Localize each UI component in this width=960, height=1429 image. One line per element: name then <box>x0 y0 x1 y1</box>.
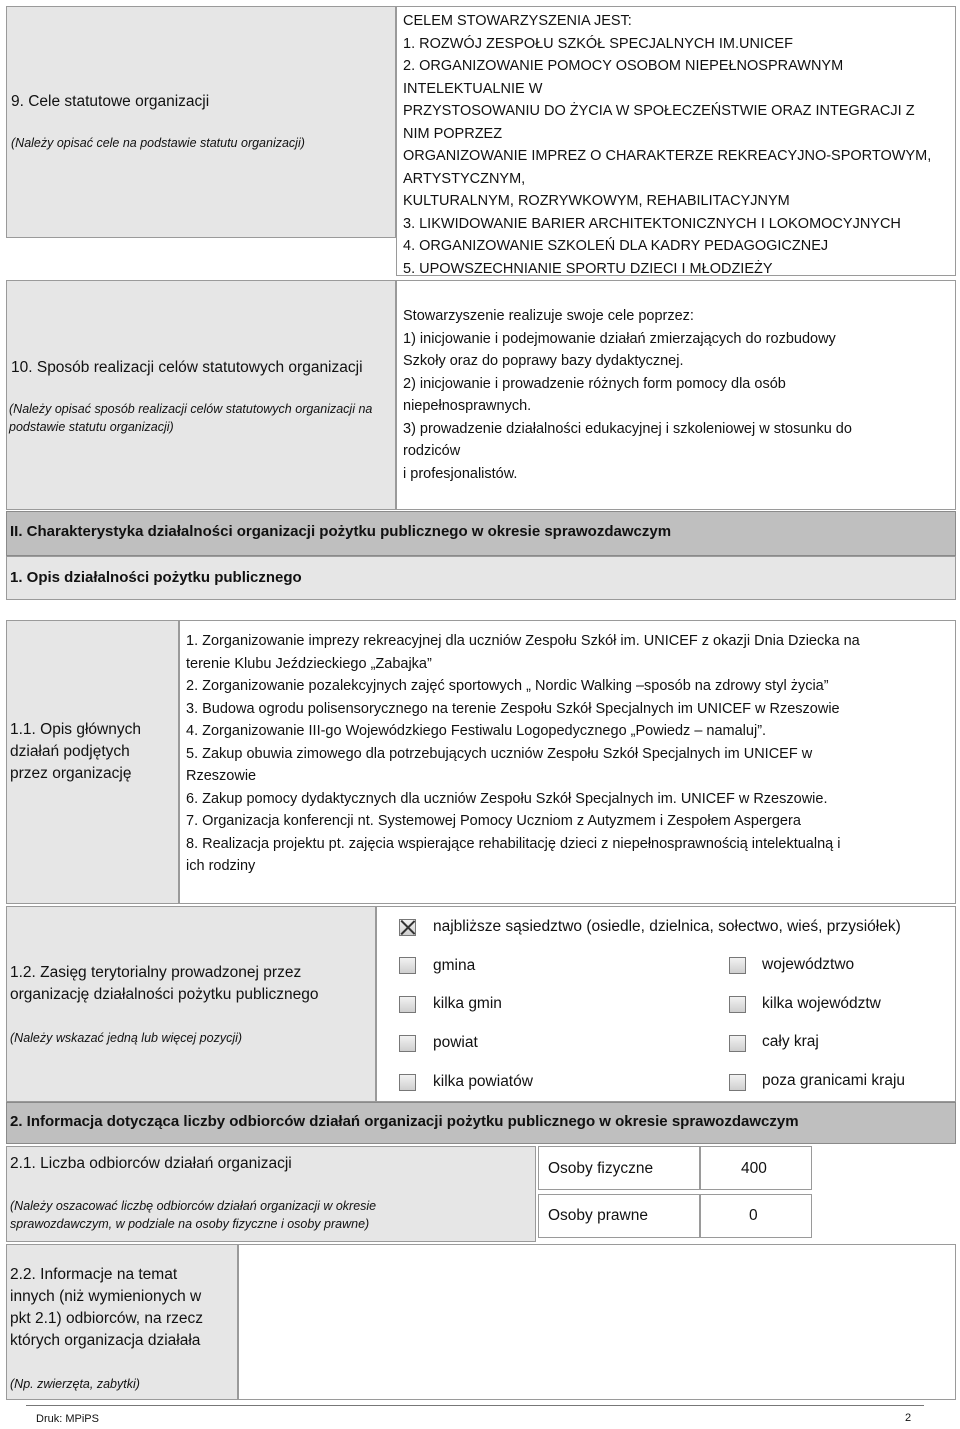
section9-text-line: PRZYSTOSOWANIU DO ŻYCIA W SPOŁECZEŃSTWIE ORAZ INTEGRACJI Z <box>403 103 915 119</box>
sec21-label-cell <box>6 1146 536 1242</box>
sec11-text-line: ich rodziny <box>186 858 256 874</box>
option-checkbox-gmina[interactable] <box>399 957 416 974</box>
footer-print-label: Druk: MPiPS <box>36 1413 99 1425</box>
section9-text-line: 4. ORGANIZOWANIE SZKOLEŃ DLA KADRY PEDAGOGICZNEJ <box>403 238 829 254</box>
option-label-kilka-wojewodztw: kilka województw <box>762 995 881 1012</box>
sec21-note: (Należy oszacować liczbę odbiorców działań organizacji w okresie sprawozdawczym, w podziale na osoby fizyczne i osoby prawne) <box>10 1199 377 1231</box>
option-checkbox-najblizsze[interactable] <box>399 919 416 936</box>
option-checkbox-wojewodztwo[interactable] <box>729 957 746 974</box>
section9-text-line: ORGANIZOWANIE IMPREZ O CHARAKTERZE REKREACYJNO-SPORTOWYM, <box>403 148 932 164</box>
sec22-value-cell[interactable] <box>238 1244 956 1400</box>
sec21-legal-value-cell[interactable] <box>700 1194 812 1238</box>
option-checkbox-powiat[interactable] <box>399 1035 416 1052</box>
sec1-header <box>6 556 956 600</box>
option-label-wojewodztwo: województwo <box>762 956 855 973</box>
section10-text-line: Stowarzyszenie realizuje swoje cele poprzez: <box>403 308 694 324</box>
option-label-gmina: gmina <box>433 957 476 974</box>
sec11-text-line: 5. Zakup obuwia zimowego dla potrzebujących uczniów Zespołu Szkół Specjalnych im UNICEF w <box>186 745 813 762</box>
section10-text-line: 3) prowadzenie działalności edukacyjnej i szkoleniowej w stosunku do <box>403 420 852 437</box>
part2-header <box>6 511 956 556</box>
sec22-label: 2.2. Informacje na temat innych (niż wymienionych w pkt 2.1) odbiorców, na rzecz których organizacja działała <box>10 1266 203 1349</box>
section9-note: (Należy opisać cele na podstawie statutu organizacji) <box>11 136 305 150</box>
option-label-kilka-gmin: kilka gmin <box>433 995 502 1012</box>
sec12-label-cell <box>6 906 376 1102</box>
section10-label: 10. Sposób realizacji celów statutowych organizacji <box>11 359 363 376</box>
sec11-text-line: 1. Zorganizowanie imprezy rekreacyjnej dla uczniów Zespołu Szkół im. UNICEF z okazji Dnia Dziecka na <box>186 633 860 649</box>
section9-text-line: ARTYSTYCZNYM, <box>403 170 526 187</box>
section10-text-line: Szkoły oraz do poprawy bazy dydaktycznej. <box>403 353 684 369</box>
legal-persons-label: Osoby prawne <box>548 1207 648 1224</box>
section10-text <box>403 305 852 485</box>
option-label-powiat: powiat <box>433 1034 478 1051</box>
section10-text-line: i profesjonalistów. <box>403 465 518 482</box>
sec2-title: 2. Informacja dotycząca liczby odbiorców działań organizacji pożytku publicznego w okresie sprawozdawczym <box>10 1113 799 1130</box>
section9-text-line: 2. ORGANIZOWANIE POMOCY OSOBOM NIEPEŁNOSPRAWNYM <box>403 58 844 74</box>
section9-text-line: 3. LIKWIDOWANIE BARIER ARCHITEKTONICZNYCH I LOKOMOCYJNYCH <box>403 215 901 232</box>
section10-text-line: niepełnosprawnych. <box>403 398 532 414</box>
section9-text <box>403 10 931 280</box>
option-label-poza-granicami: poza granicami kraju <box>762 1072 906 1089</box>
section9-text-line: CELEM STOWARZYSZENIA JEST: <box>403 13 632 29</box>
sec21-label: 2.1. Liczba odbiorców działań organizacji <box>10 1155 292 1172</box>
footer-page-number: 2 <box>905 1412 912 1424</box>
sec11-label-cell <box>6 620 179 904</box>
section9-text-line: 5. UPOWSZECHNIANIE SPORTU DZIECI I MŁODZIEŻY <box>403 260 773 277</box>
option-checkbox-kilka-gmin[interactable] <box>399 996 416 1013</box>
section9-text-line: KULTURALNYM, ROZRYWKOWYM, REHABILITACYJNYM <box>403 193 790 209</box>
section10-text-line: 2) inicjowanie i prowadzenie różnych form pomocy dla osób <box>403 375 786 392</box>
section10-text-line: rodziców <box>403 443 461 459</box>
section9-text-line: 1. ROZWÓJ ZESPOŁU SZKÓŁ SPECJALNYCH IM.UNICEF <box>403 35 793 52</box>
sec21-natural-label-cell <box>538 1146 700 1190</box>
sec11-text-line: 3. Budowa ogrodu polisensorycznego na terenie Zespołu Szkół Specjalnych im UNICEF w Rzeszowie <box>186 700 840 717</box>
sec11-value-cell <box>179 620 956 904</box>
sec12-label: 1.2. Zasięg terytorialny prowadzonej przez organizację działalności pożytku publicznego <box>10 964 319 1003</box>
option-checkbox-kilka-powiatow[interactable] <box>399 1074 416 1091</box>
sec22-note: (Np. zwierzęta, zabytki) <box>10 1377 140 1391</box>
option-label-najblizsze: najbliższe sąsiedztwo (osiedle, dzielnica, sołectwo, wieś, przysiółek) <box>433 918 901 935</box>
sec11-text-line: 8. Realizacja projektu pt. zajęcia wspierające rehabilitację dzieci z niepełnosprawnością intelektualną i <box>186 835 841 852</box>
sec11-text-line: 6. Zakup pomocy dydaktycznych dla uczniów Zespołu Szkół Specjalnych im. UNICEF w Rzeszowie. <box>186 790 828 807</box>
section9-label-cell <box>6 6 396 238</box>
sec11-text-line: terenie Klubu Jeździeckiego „Zabajka” <box>186 655 432 672</box>
sec21-legal-label-cell <box>538 1194 700 1238</box>
section9-text-line: NIM POPRZEZ <box>403 125 503 142</box>
sec12-note: (Należy wskazać jedną lub więcej pozycji) <box>10 1031 243 1045</box>
natural-persons-label: Osoby fizyczne <box>548 1160 654 1177</box>
option-label-kilka-powiatow: kilka powiatów <box>433 1073 533 1090</box>
sec12-options-cell <box>376 906 956 1102</box>
section10-label-cell <box>6 280 396 510</box>
option-checkbox-caly-kraj[interactable] <box>729 1035 746 1052</box>
sec1-title: 1. Opis działalności pożytku publicznego <box>10 569 302 586</box>
sec11-text-line: 7. Organizacja konferencji nt. Systemowej Pomocy Uczniom z Autyzmem i Zespołem Aspergera <box>186 813 801 829</box>
legal-persons-value: 0 <box>749 1207 758 1224</box>
sec11-text <box>186 630 860 878</box>
option-checkbox-kilka-wojewodztw[interactable] <box>729 996 746 1013</box>
part2-title: II. Charakterystyka działalności organizacji pożytku publicznego w okresie sprawozdawczym <box>10 523 672 540</box>
section9-text-line: INTELEKTUALNIE W <box>403 80 543 97</box>
section9-value-cell <box>396 6 956 276</box>
section10-text-line: 1) inicjowanie i podejmowanie działań zmierzających do rozbudowy <box>403 330 836 347</box>
section10-note: (Należy opisać sposób realizacji celów statutowych organizacji na podstawie statutu organizacji) <box>9 402 373 434</box>
natural-persons-value: 400 <box>741 1160 767 1177</box>
section9-label: 9. Cele statutowe organizacji <box>11 93 210 110</box>
sec21-natural-value-cell[interactable] <box>700 1146 812 1190</box>
sec11-text-line: 2. Zorganizowanie pozalekcyjnych zajęć sportowych „ Nordic Walking –sposób na zdrowy styl życia” <box>186 678 829 694</box>
sec22-label-cell <box>6 1244 238 1400</box>
option-checkbox-poza-granicami[interactable] <box>729 1074 746 1091</box>
sec2-header <box>6 1102 956 1144</box>
sec11-text-line: Rzeszowie <box>186 768 257 784</box>
footer-rule <box>26 1405 924 1406</box>
sec11-text-line: 4. Zorganizowanie III-go Wojewódzkiego Festiwalu Logopedycznego „Powiedz – namaluj”. <box>186 723 767 739</box>
section10-value-cell <box>396 280 956 510</box>
option-label-caly-kraj: cały kraj <box>762 1033 819 1050</box>
sec11-label: 1.1. Opis głównych działań podjętych przez organizację <box>10 721 141 782</box>
